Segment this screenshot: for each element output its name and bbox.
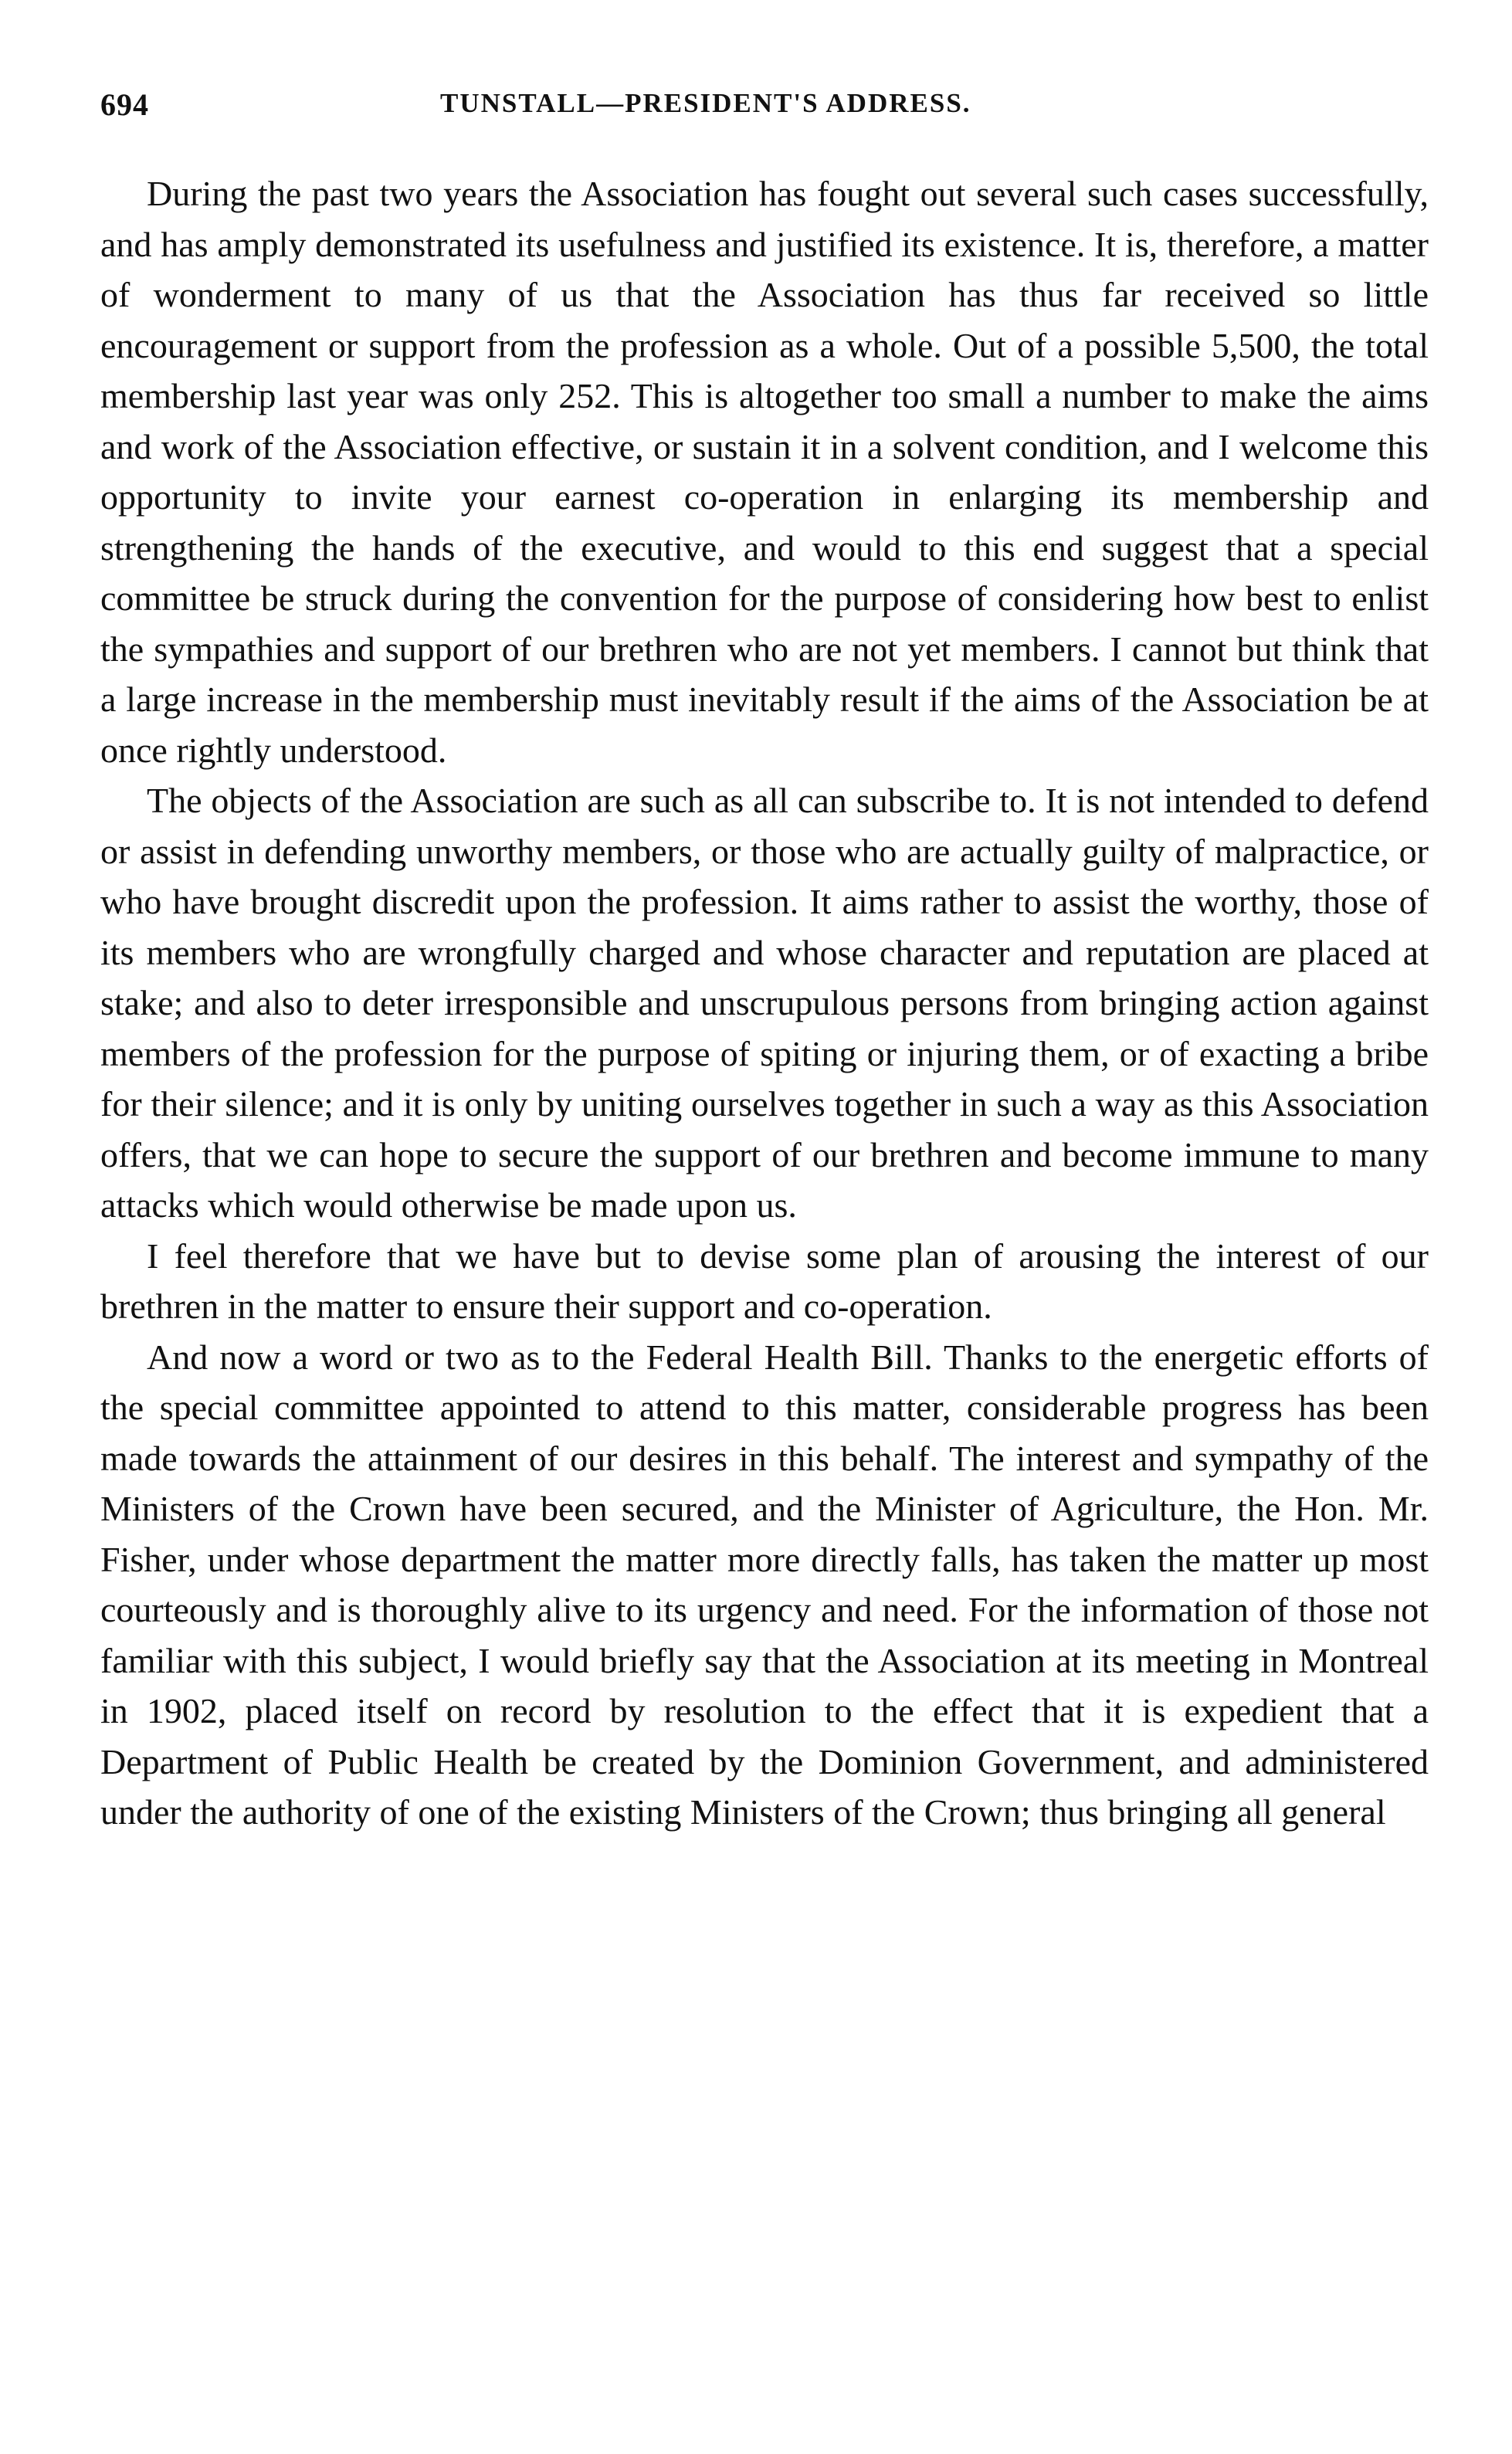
page-header [100, 86, 1429, 133]
paragraph-federal-health-bill: And now a word or two as to the Federal Health Bill. Thanks to the energetic efforts of the special committee appointed to attend to this matter, considerable progress has been made towards the attainment of our desires in this behalf. The interest and sympathy of the Ministers of the Crown have been secured, and the Minister of Agriculture, the Hon. Mr. Fisher, under whose department the matter more directly falls, has taken the matter up most courteously and is thoroughly alive to its urgency and need. For the information of those not familiar with this subject, I would briefly say that the Association at its meeting in Montreal in 1902, placed itself on record by resolution to the effect that it is expedient that a Department of Public Health be created by the Dominion Government, and administered under the authority of one of the existing Ministers of the Crown; thus bringing all general [100, 1337, 1429, 1832]
paragraph-association-cases: During the past two years the Association has fought out several such cases successfully, and has amply demonstrated its usefulness and justified its existence. It is, therefore, a matter of wonderment to many of us that the Association has thus far received so little encouragement or support from the profession as a whole. Out of a possible 5,500, the total membership last year was only 252. This is altogether too small a number to make the aims and work of the Association effective, or sustain it in a solvent condition, and I welcome this opportunity to invite your earnest co-operation in enlarging its membership and strengthening the hands of the executive, and would to this end suggest that a special committee be struck during the convention for the purpose of considering how best to enlist the sympathies and support of our brethren who are not yet members. I cannot but think that a large increase in the membership must inevitably result if the aims of the Association be at once rightly understood. [100, 174, 1429, 770]
body-text [100, 168, 1429, 1838]
paragraph-arousing-interest: I feel therefore that we have but to devise some plan of arousing the interest of our brethren in the matter to ensure their support and co-operation. [100, 1235, 1429, 1326]
page-number: 694 [100, 87, 149, 122]
running-head: TUNSTALL—PRESIDENT'S ADDRESS. [440, 88, 971, 118]
paragraph-association-objects: The objects of the Association are such as all can subscribe to. It is not intended to defend or assist in defending unworthy members, or those who are actually guilty of malpractice, or who have brought discredit upon the profession. It aims rather to assist the worthy, those of its members who are wrongfully charged and whose character and reputation are placed at stake; and also to deter irresponsible and unscrupulous persons from bringing action against members of the profession for the purpose of spiting or injuring them, or of exacting a bribe for their silence; and it is only by uniting ourselves together in such a way as this Association offers, that we can hope to secure the support of our brethren and become immune to many attacks which would otherwise be made upon us. [100, 781, 1429, 1225]
